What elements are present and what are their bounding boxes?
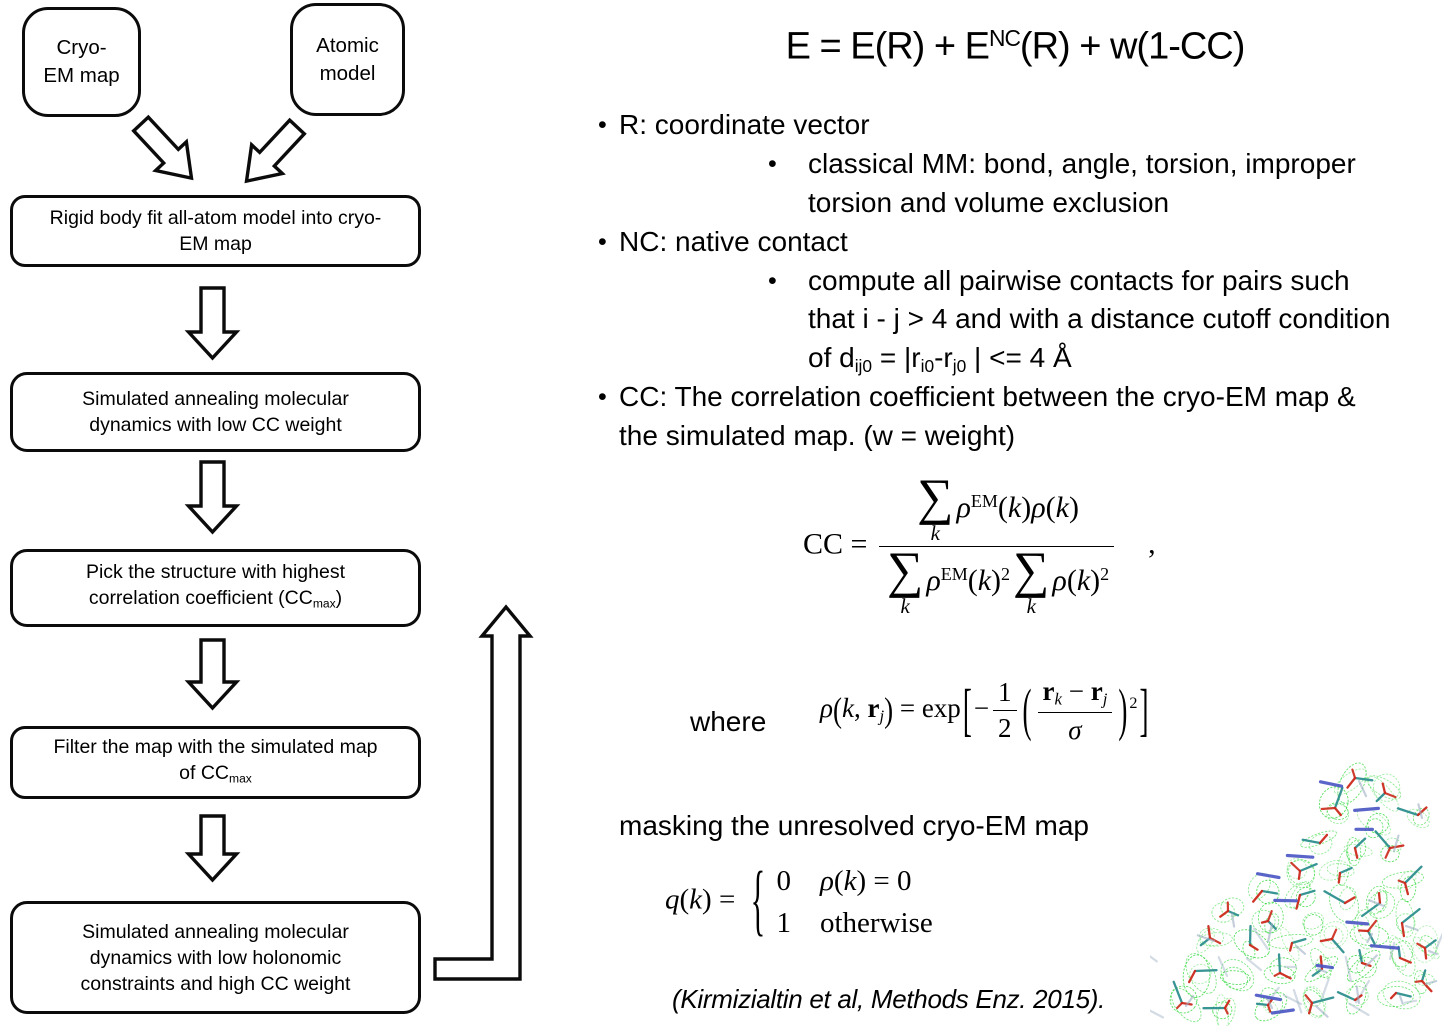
flow-box-rigid-body-fit — [10, 195, 421, 267]
bullet-icon: • — [598, 111, 607, 139]
flow-box-atomic-model — [290, 3, 405, 116]
box-line: constraints and high CC weight — [80, 972, 351, 995]
energy-equation: $E = E(R) + E^{NC}(R) + w(1-CC)$ — [785, 25, 1245, 68]
box-line: Pick the structure with highest — [85, 561, 346, 584]
flow-box-pick-structure — [10, 549, 421, 627]
cryo-em-density-figure — [1150, 753, 1442, 1026]
box-line: Atomic — [316, 33, 379, 57]
bullet-text: R: coordinate vector — [619, 109, 870, 140]
flow-box-cryo-em-map — [22, 7, 141, 117]
box-line: EM map — [43, 64, 120, 87]
bullet-line — [0, 106, 1442, 145]
masking-label: masking the unresolved cryo-EM map — [619, 810, 1089, 841]
cc-equation: CC = ∑ k $\rho^{EM}(k)\rho(k)$ ∑ k $\rho^{EM}(k)^2$ ∑ k $\rho(k)^2$ , — [803, 470, 1156, 618]
box-line: Simulated annealing molecular — [82, 920, 349, 943]
arrow-down-3-icon — [189, 640, 237, 708]
bullet-icon: • — [598, 383, 607, 412]
bullet-text: of $d_{ij0} = |r_{i0}-r_{j0}$ | <= 4 Å — [808, 342, 1072, 377]
box-line: correlation coefficient $(CC_{max})$ — [88, 587, 343, 611]
bullet-line — [0, 300, 1442, 339]
bullet-line — [0, 262, 1442, 301]
bullet-text: NC: native contact — [619, 225, 848, 257]
box-line: Simulated annealing molecular — [82, 388, 349, 410]
box-line: Cryo- — [56, 36, 107, 59]
box-line: dynamics with low holonomic — [89, 946, 342, 969]
rho-equation: ρ(k, $r_j) = \exp[-$ $\frac{1}{2}$ ( $\frac{r_k - r_j}{\sigma}$ ) $^2$] — [820, 676, 1149, 745]
bullet-line — [0, 145, 1442, 184]
bullet-text: classical MM: bond, angle, torsion, improper — [808, 147, 1356, 179]
bullet-text: the simulated map. (w = weight) — [619, 420, 1016, 452]
box-line: dynamics with low CC weight — [89, 414, 342, 436]
citation: (Kirmizialtin et al, Methods Enz. 2015). — [672, 984, 1106, 1014]
where-label: where — [690, 706, 767, 737]
bullet-icon: • — [598, 227, 607, 256]
bullet-text: CC: The correlation coefficient between the cryo-EM map & — [619, 381, 1356, 413]
box-line: model — [319, 61, 376, 85]
flow-box-sa-md-low-cc — [10, 372, 421, 452]
bullet-icon: • — [768, 149, 777, 178]
box-line: EM map — [179, 233, 252, 255]
bullet-text: torsion and volume exclusion — [808, 186, 1170, 218]
box-line: of $CC_{max}$ — [179, 761, 252, 786]
arrow-down-4-icon — [189, 816, 237, 880]
bullet-icon: • — [768, 266, 777, 295]
q-equation: q(k) = { 0 ρ(k) = 0 1 otherwise — [665, 856, 933, 945]
flow-box-sa-md-high-cc — [10, 901, 421, 1014]
bullet-text: that i - j > 4 and with a distance cutoff condition — [808, 303, 1391, 335]
flow-box-filter-map — [10, 726, 421, 799]
arrow-down-2-icon — [189, 462, 237, 532]
feedback-loop-arrow-icon — [435, 607, 530, 979]
box-line: Filter the map with the simulated map — [53, 735, 378, 758]
bullet-text: compute all pairwise contacts for pairs such — [808, 264, 1350, 296]
box-line: Rigid body fit all-atom model into cryo- — [49, 207, 382, 229]
